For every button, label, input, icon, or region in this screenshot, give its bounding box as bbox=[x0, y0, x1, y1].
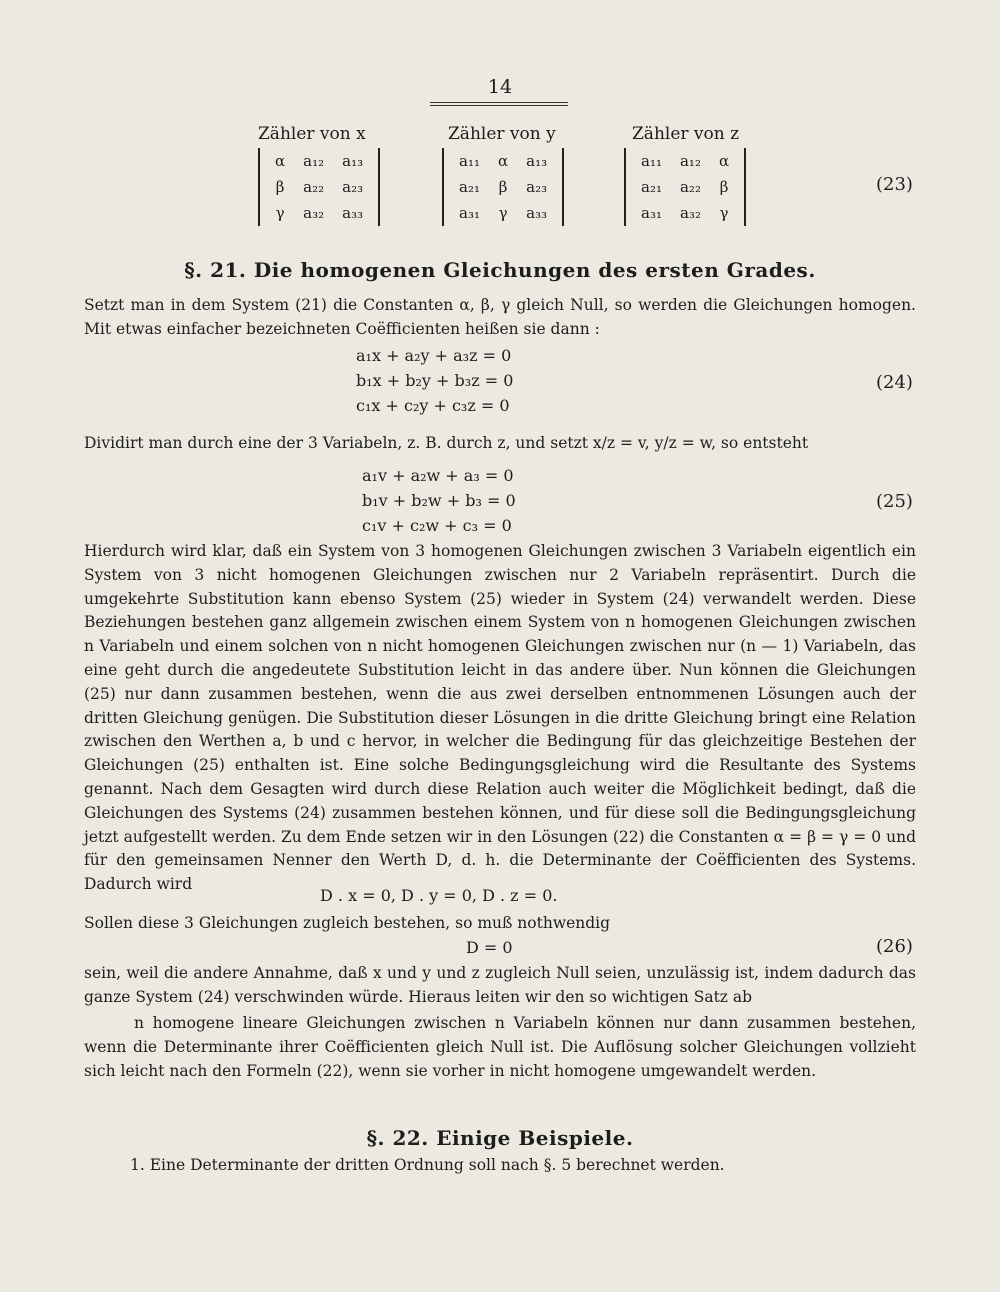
equation-number-26: (26) bbox=[876, 936, 913, 957]
equation-number-23: (23) bbox=[876, 174, 913, 195]
example-1: 1. Eine Determinante der dritten Ordnung soll nach §. 5 berechnet werden. bbox=[130, 1156, 725, 1174]
matrix-row: β a₂₂ a₂₃ bbox=[275, 178, 364, 196]
equation-25-line-1: a₁v + a₂w + a₃ = 0 bbox=[362, 466, 514, 485]
paragraph-theorem: n homogene lineare Gleichungen zwischen n Variabeln können nur dann zusammen bestehen, wenn die Determinante ihrer Coëfficienten gleich Null ist. Die Auflösung solcher Gleichungen vollzieht sich leicht nach den Formeln (22), wenn sie vorher in nicht homogene umgewandelt werden. bbox=[84, 1014, 916, 1080]
equation-26: D = 0 bbox=[466, 938, 513, 957]
matrix-z-heading: Zähler von z bbox=[632, 124, 740, 144]
paragraph-divide: Dividirt man durch eine der 3 Variabeln, z. B. durch z, und setzt x/z = v, y/z = w, so entsteht bbox=[84, 434, 809, 452]
paragraph-condition: Sollen diese 3 Gleichungen zugleich bestehen, so muß nothwendig bbox=[84, 914, 611, 932]
matrix-row: a₃₁ γ a₃₃ bbox=[459, 204, 548, 222]
equation-dxyz: D . x = 0, D . y = 0, D . z = 0. bbox=[320, 886, 558, 905]
equation-25-line-3: c₁v + c₂w + c₃ = 0 bbox=[362, 516, 512, 535]
matrix-y-heading: Zähler von y bbox=[448, 124, 556, 144]
page-number: 14 bbox=[487, 76, 513, 98]
matrix-row: α a₁₂ a₁₃ bbox=[275, 152, 364, 170]
matrix-row: a₃₁ a₃₂ γ bbox=[641, 204, 729, 222]
section-21-title: §. 21. Die homogenen Gleichungen des ersten Grades. bbox=[184, 258, 816, 282]
matrix-x-heading: Zähler von x bbox=[258, 124, 366, 144]
paragraph-reason: sein, weil die andere Annahme, daß x und y und z zugleich Null seien, unzulässig ist, indem dadurch das ganze System (24) verschwinden würde. Hieraus leiten wir den so wichtigen Satz ab bbox=[84, 964, 916, 1006]
paragraph-intro: Setzt man in dem System (21) die Constanten α, β, γ gleich Null, so werden die Gleichungen homogen. Mit etwas einfacher bezeichneten Coëfficienten heißen sie dann : bbox=[84, 296, 916, 338]
header-rule bbox=[430, 102, 568, 106]
matrix-row: a₁₁ a₁₂ α bbox=[641, 152, 730, 170]
matrix-z bbox=[624, 148, 746, 226]
equation-number-25: (25) bbox=[876, 491, 913, 512]
equation-25-line-2: b₁v + b₂w + b₃ = 0 bbox=[362, 491, 516, 510]
matrix-x bbox=[258, 148, 380, 226]
equation-24-line-1: a₁x + a₂y + a₃z = 0 bbox=[356, 346, 512, 365]
section-22-title: §. 22. Einige Beispiele. bbox=[366, 1126, 634, 1150]
matrix-row: a₂₁ a₂₂ β bbox=[641, 178, 729, 196]
paragraph-explanation: Hierdurch wird klar, daß ein System von 3 homogenen Gleichungen zwischen 3 Variabeln eigentlich ein System von 3 nicht homogenen Gleichungen zwischen nur 2 Variabeln repräsentirt. Durch die umgekehrte Substitution kann ebenso System (25) wieder in System (24) verwandelt werden. Diese Beziehungen bestehen ganz allgemein zwischen einem System von n homogenen Gleichungen zwischen n Variabeln und einem solchen von n nicht homogenen Gleichungen zwischen nur (n — 1) Variabeln, das eine geht durch die angedeutete Substitution leicht in das andere über. Nun können die Gleichungen (25) nur dann zusammen bestehen, wenn die aus zwei derselben entnommenen Lösungen auch der dritten Gleichung genügen. Die Substitution dieser Lösungen in die dritte Gleichung bringt eine Relation zwischen den Werthen a, b und c hervor, in welcher die Bedingung für das gleichzeitige Bestehen der Gleichungen (25) enthalten ist. Eine solche Bedingungsgleichung wird die Resultante des Systems genannt. Nach dem Gesagten wird durch diese Relation auch weiter die Möglichkeit bedingt, daß die Gleichungen des Systems (24) zusammen bestehen können, und für diese soll die Bedingungsgleichung jetzt aufgestellt werden. Zu dem Ende setzen wir in den Lösungen (22) die Constanten α = β = γ = 0 und für den gemeinsamen Nenner den Werth D, d. h. die Determinante der Coëfficienten des Systems. Dadurch wird bbox=[84, 542, 916, 894]
matrix-y bbox=[442, 148, 564, 226]
matrix-row: γ a₃₂ a₃₃ bbox=[275, 204, 364, 222]
matrix-row: a₂₁ β a₂₃ bbox=[459, 178, 548, 196]
equation-24-line-2: b₁x + b₂y + b₃z = 0 bbox=[356, 371, 514, 390]
matrix-row: a₁₁ α a₁₃ bbox=[459, 152, 548, 170]
equation-number-24: (24) bbox=[876, 372, 913, 393]
equation-24-line-3: c₁x + c₂y + c₃z = 0 bbox=[356, 396, 510, 415]
